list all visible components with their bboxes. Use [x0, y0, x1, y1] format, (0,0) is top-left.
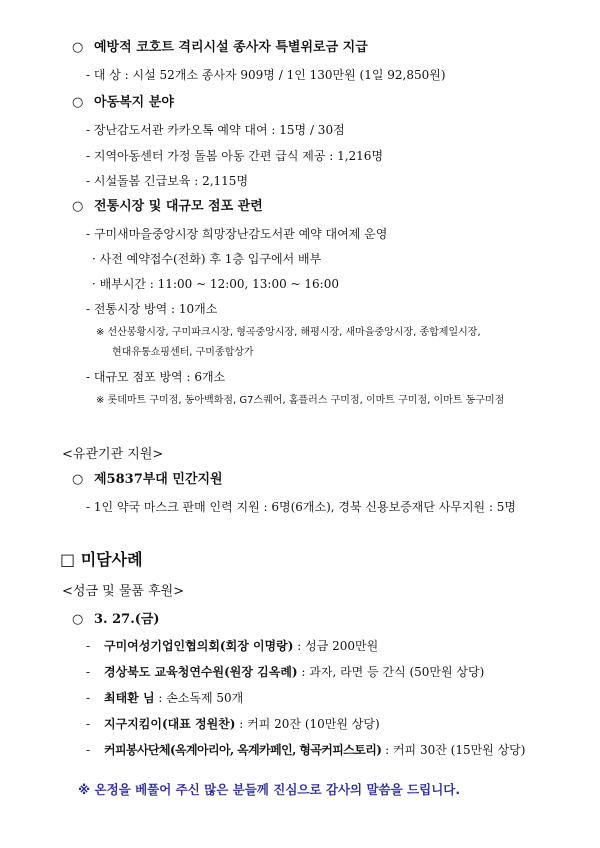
- dash: -: [86, 665, 91, 679]
- donor-name: 최태환 님: [104, 691, 155, 705]
- dash: -: [86, 743, 91, 757]
- donor-name: 커피봉사단체(옥계아리아, 옥계카페인, 형곡커피스토리): [104, 743, 382, 757]
- donation-item: [86, 664, 484, 680]
- donation-detail: : 과자, 라면 등 간식 (50만원 상당): [297, 665, 485, 679]
- heading-text: 3. 27.(금): [94, 612, 160, 627]
- donation-detail: : 커피 20잔 (10만원 상당): [235, 717, 380, 731]
- donation-detail: : 성금 200만원: [293, 639, 379, 653]
- donation-detail: : 손소독제 50개: [154, 691, 244, 705]
- donor-name: 경상북도 교육청연수원(원장 김옥례): [104, 665, 298, 679]
- heading-text: 미담사례: [80, 550, 143, 569]
- section-heading-date: [72, 612, 160, 628]
- donation-item: [86, 690, 243, 706]
- bullet-line-target: - 대 상 : 시설 52개소 종사자 909명 / 1인 130만원 (1일 92,850원): [86, 68, 446, 82]
- section-heading-child-welfare: [72, 95, 174, 111]
- circle-bullet: ○: [72, 472, 84, 487]
- circle-bullet: ○: [72, 199, 84, 214]
- sub-bullet-reservation: · 사전 예약접수(전화) 후 1층 입구에서 배부: [92, 252, 322, 266]
- bullet-line-mask-staff: - 1인 약국 마스크 판매 인력 지원 : 6명(6개소), 경북 신용보증재단 사무지원 : 5명: [86, 500, 517, 514]
- closing-thanks-note: ※ 온정을 베풀어 주신 많은 분들께 진심으로 감사의 말씀을 드립니다.: [78, 782, 461, 797]
- heading-text: 제5837부대 민간지원: [94, 472, 223, 487]
- donation-detail: : 커피 30잔 (15만원 상당): [381, 743, 526, 757]
- bullet-line-meal-service: - 지역아동센터 가정 돌봄 아동 간편 급식 제공 : 1,216명: [86, 149, 384, 163]
- section-heading-good-deeds: [60, 552, 143, 568]
- section-heading-military-support: [72, 472, 223, 488]
- heading-text: 예방적 코호트 격리시설 종사자 특별위로금 지급: [94, 40, 368, 55]
- bullet-line-market-disinfection: - 전통시장 방역 : 10개소: [86, 302, 218, 316]
- dash: -: [86, 691, 91, 705]
- bullet-line-store-disinfection: - 대규모 점포 방역 : 6개소: [86, 370, 226, 384]
- circle-bullet: ○: [72, 612, 84, 627]
- bullet-line-rental-program: - 구미새마을중앙시장 희망장난감도서관 예약 대여제 운영: [86, 227, 388, 241]
- heading-text: 전통시장 및 대규모 점포 관련: [94, 199, 263, 214]
- heading-text: 아동복지 분야: [94, 95, 174, 110]
- bullet-line-emergency-care: - 시설돌봄 긴급보육 : 2,115명: [86, 174, 249, 188]
- section-heading-traditional-market: [72, 199, 263, 215]
- square-bullet: □: [60, 550, 76, 569]
- subheading-donations: <성금 및 물품 후원>: [62, 584, 185, 599]
- donor-name: 구미여성기업인협의회(회장 이명랑): [104, 639, 294, 653]
- donation-item: [86, 716, 380, 732]
- circle-bullet: ○: [72, 40, 84, 55]
- section-heading-cohort-allowance: [72, 40, 368, 56]
- note-market-list-cont: 현대유통쇼핑센터, 구미종합상가: [112, 347, 254, 358]
- circle-bullet: ○: [72, 95, 84, 110]
- subheading-related-agencies: <유관기관 지원>: [62, 447, 164, 462]
- bullet-line-toy-library: - 장난감도서관 카카오톡 예약 대여 : 15명 / 30점: [86, 123, 345, 137]
- donation-item: [86, 638, 378, 654]
- donor-name: 지구지킴이(대표 정원찬): [104, 717, 236, 731]
- note-market-list: ※ 선산봉황시장, 구미파크시장, 형곡중앙시장, 해평시장, 새마을중앙시장, 종합제일시장,: [96, 327, 481, 338]
- donation-item: [86, 742, 525, 758]
- sub-bullet-hours: · 배부시간 : 11:00 ~ 12:00, 13:00 ~ 16:00: [92, 277, 339, 291]
- dash: -: [86, 639, 91, 653]
- note-store-list: ※ 롯데마트 구미점, 동아백화점, G7스퀘어, 홈플러스 구미점, 이마트 구미점, 이마트 동구미점: [96, 395, 505, 406]
- dash: -: [86, 717, 91, 731]
